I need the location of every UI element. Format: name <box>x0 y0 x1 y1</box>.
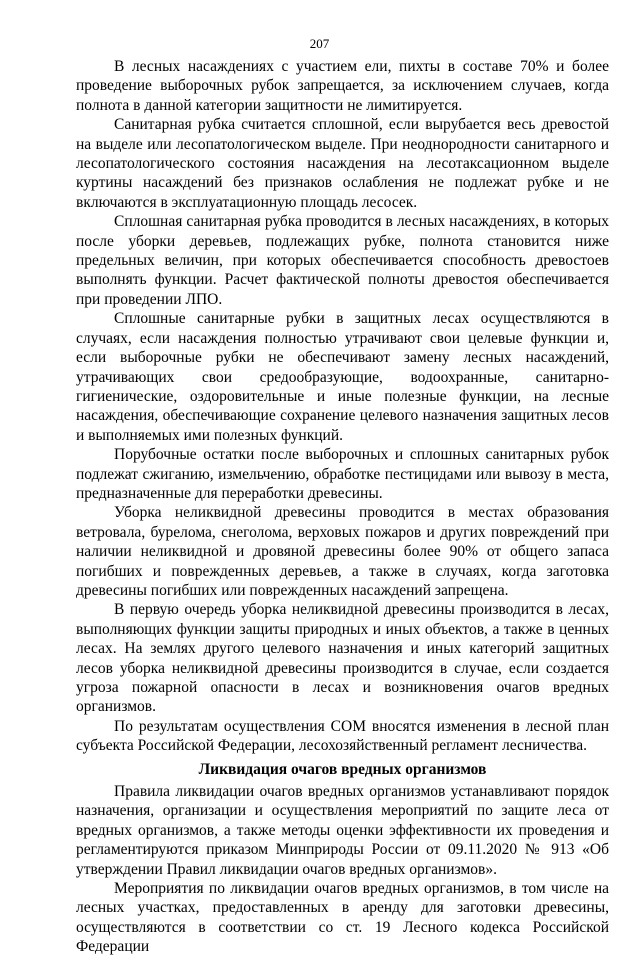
paragraph-liquidation-measures: Мероприятия по ликвидации очагов вредных организмов, в том числе на лесных участках, предоставленных в аренду для заготовки древесины, осуществляются в соответствии со ст. 19 Лесного кодекса Российской Федерации <box>76 880 609 956</box>
paragraph-spruce-fir: В лесных насаждениях с участием ели, пихты в составе 70% и более проведение выборочных рубок запрещается, за исключением случаев, когда полнота в данной категории защитности не лимитируется. <box>76 58 609 114</box>
paragraph-liquidation-rules: Правила ликвидации очагов вредных организмов устанавливают порядок назначения, организации и осуществления мероприятий по защите леса от вредных организмов, а также методы оценки эффективности их проведения и регламентируются приказом Минприроды России от 09.11.2020 № 913 «Об утверждении Правил ликвидации очагов вредных организмов». <box>76 783 609 878</box>
paragraph-clearcut-conditions: Сплошная санитарная рубка проводится в лесных насаждениях, в которых после уборки деревьев, подлежащих рубке, полнота становится ниже предельных величин, при которых обеспечивается способность древостоев выполнять функции. Расчет фактической полноты древостоя обеспечивается при проведении ЛПО. <box>76 213 609 308</box>
paragraph-protective-forests: Сплошные санитарные рубки в защитных лесах осуществляются в случаях, если насаждения полностью утрачивают свои целевые функции и, если выборочные рубки не обеспечивают замену лесных насаждений, утрачивающих свои средообразующие, водоохранные, санитарно-гигиенические, оздоровительные и иные полезные функции, на лесные насаждения, обеспечивающие сохранение целевого назначения защитных лесов и выполняемых ими полезных функций. <box>76 310 609 444</box>
page-number: 207 <box>309 36 330 51</box>
paragraph-sanitary-clearcut-definition: Санитарная рубка считается сплошной, если вырубается весь древостой на выделе или лесопатологическом выделе. При неоднородности санитарного и лесопатологического состояния насаждения на лесотаксационном выделе куртины насаждений без признаков ослабления не подлежат рубке и не включаются в эксплуатационную площадь лесосек. <box>76 116 609 211</box>
paragraph-forest-plan-changes: По результатам осуществления СОМ вносятся изменения в лесной план субъекта Российской Федерации, лесохозяйственный регламент лесничества. <box>76 717 609 755</box>
paragraph-priority-removal: В первую очередь уборка неликвидной древесины производится в лесах, выполняющих функции защиты природных и иных объектов, а также в ценных лесах. На землях другого целевого назначения и иных категорий защитных лесов уборка неликвидной древесины производится в случае, если создается угроза пожарной опасности в лесах и возникновения очагов вредных организмов. <box>76 601 609 716</box>
section-heading: Ликвидация очагов вредных организмов <box>198 760 487 778</box>
body-text <box>76 57 609 957</box>
paragraph-illiquid-wood-removal: Уборка неликвидной древесины проводится в местах образования ветровала, бурелома, снеголома, верховых пожаров и других повреждений при наличии неликвидной и дровяной древесины более 90% от общего запаса погибших и поврежденных деревьев, а также в случаях, когда заготовка древесины погибших или поврежденных насаждений запрещена. <box>76 504 609 599</box>
paragraph-logging-residues: Порубочные остатки после выборочных и сплошных санитарных рубок подлежат сжиганию, измельчению, обработке пестицидами или вывозу в места, предназначенные для переработки древесины. <box>76 446 609 502</box>
